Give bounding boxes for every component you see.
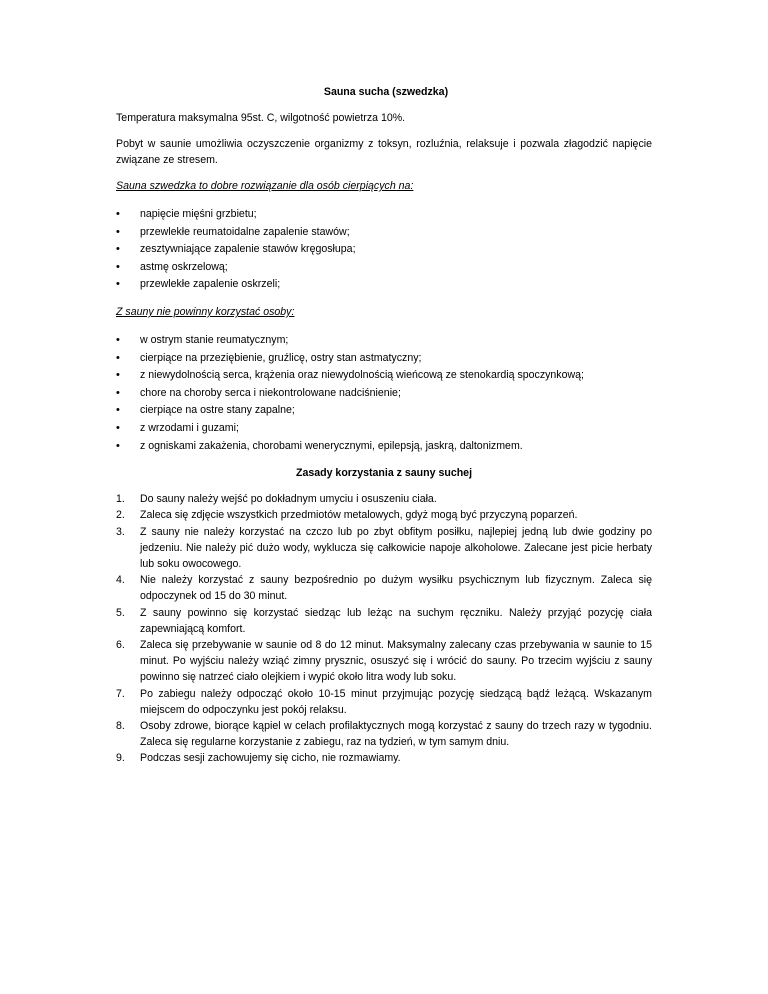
item-text: Zaleca się zdjęcie wszystkich przedmiotów metalowych, gdyż mogą być przyczyną poparzeń. <box>140 509 578 522</box>
rules-heading: Zasady korzystania z sauny suchej <box>295 467 473 480</box>
item-number: 7. <box>116 687 125 700</box>
list-item <box>116 572 652 604</box>
item-number: 3. <box>116 525 125 538</box>
item-number: 2. <box>116 509 125 522</box>
list-item <box>116 507 652 523</box>
temperature-line: Temperatura maksymalna 95st. C, wilgotność powietrza 10%. <box>116 112 406 124</box>
list-item <box>116 605 652 637</box>
list-item <box>116 750 652 766</box>
list-item: • napięcie mięśni grzbietu; <box>116 206 652 224</box>
recommended-heading: Sauna szwedzka to dobre rozwiązanie dla osób cierpiących na: <box>116 180 414 192</box>
item-text: Do sauny należy wejść po dokładnym umyciu i osuszeniu ciała. <box>140 493 437 506</box>
list-item <box>116 491 652 507</box>
rules-list <box>116 491 652 766</box>
item-text: Z sauny nie należy korzystać na czczo lub po zbyt obfitym posiłku, najlepiej jedną lub dwie godziny po jedzeniu. Nie należy pić dużo wody, wyklucza się całkowicie napoje alkoholowe. Zalecane jest picie herbaty lub soku owocowego. <box>140 525 652 570</box>
contraindications-list <box>116 332 652 455</box>
list-item: • z niewydolnością serca, krążenia oraz niewydolnością wieńcową ze stenokardią spoczynkową; <box>116 367 652 385</box>
list-item: • zesztywniające zapalenie stawów kręgosłupa; <box>116 241 652 259</box>
list-item <box>116 524 652 573</box>
list-item: • astmę oskrzelową; <box>116 259 652 277</box>
recommended-list <box>116 206 652 294</box>
item-text: Po zabiegu należy odpocząć około 10-15 minut przyjmując pozycję siedzącą bądź leżącą. Wskazanym miejscem do odpoczynku jest pokój relaksu. <box>140 687 652 716</box>
item-text: Z sauny powinno się korzystać siedząc lub leżąc na suchym ręczniku. Należy przyjąć pozycję ciała zapewniającą komfort. <box>140 606 652 635</box>
item-number: 4. <box>116 574 125 587</box>
list-item: • chore na choroby serca i niekontrolowane nadciśnienie; <box>116 385 652 403</box>
contraindications-heading: Z sauny nie powinny korzystać osoby: <box>116 305 295 318</box>
list-item <box>116 637 652 686</box>
item-number: 6. <box>116 638 125 651</box>
list-item: • w ostrym stanie reumatycznym; <box>116 332 652 350</box>
list-item: • cierpiące na przeziębienie, gruźlicę, ostry stan astmatyczny; <box>116 350 652 368</box>
list-item: • przewlekłe zapalenie oskrzeli; <box>116 276 652 294</box>
document-title: Sauna sucha (szwedzka) <box>323 86 449 98</box>
item-number: 8. <box>116 719 125 732</box>
item-number: 9. <box>116 752 125 765</box>
item-number: 5. <box>116 606 125 619</box>
list-item: • z ogniskami zakażenia, chorobami wenerycznymi, epilepsją, jaskrą, daltonizmem. <box>116 438 652 456</box>
list-item: • cierpiące na ostre stany zapalne; <box>116 402 652 420</box>
item-text: Zaleca się przebywanie w saunie od 8 do 12 minut. Maksymalny zalecany czas przebywania w saunie to 15 minut. Po wyjściu należy wziąć zimny prysznic, osuszyć się i wrócić do sauny. Po trzecim wyjściu z sauny powinno się natrzeć ciało olejkiem i wypić około litra wody lub soku. <box>140 638 652 684</box>
item-text: Nie należy korzystać z sauny bezpośrednio po dużym wysiłku psychicznym lub fizycznym. Zaleca się odpoczynek od 15 do 30 minut. <box>140 574 652 603</box>
list-item <box>116 686 652 718</box>
item-text: Podczas sesji zachowujemy się cicho, nie rozmawiamy. <box>140 752 401 765</box>
item-text: Osoby zdrowe, biorące kąpiel w celach profilaktycznych mogą korzystać z sauny do trzech razy w tygodniu. Zaleca się regularne korzystanie z zabiegu, raz na tydzień, w tym samym dniu. <box>140 719 652 749</box>
list-item: • z wrzodami i guzami; <box>116 420 652 438</box>
intro-paragraph: Pobyt w saunie umożliwia oczyszczenie organizmy z toksyn, rozluźnia, relaksuje i pozwala złagodzić napięcie związane ze stresem. <box>116 138 652 166</box>
list-item: • przewlekłe reumatoidalne zapalenie stawów; <box>116 224 652 242</box>
list-item <box>116 718 652 750</box>
item-number: 1. <box>116 493 125 506</box>
